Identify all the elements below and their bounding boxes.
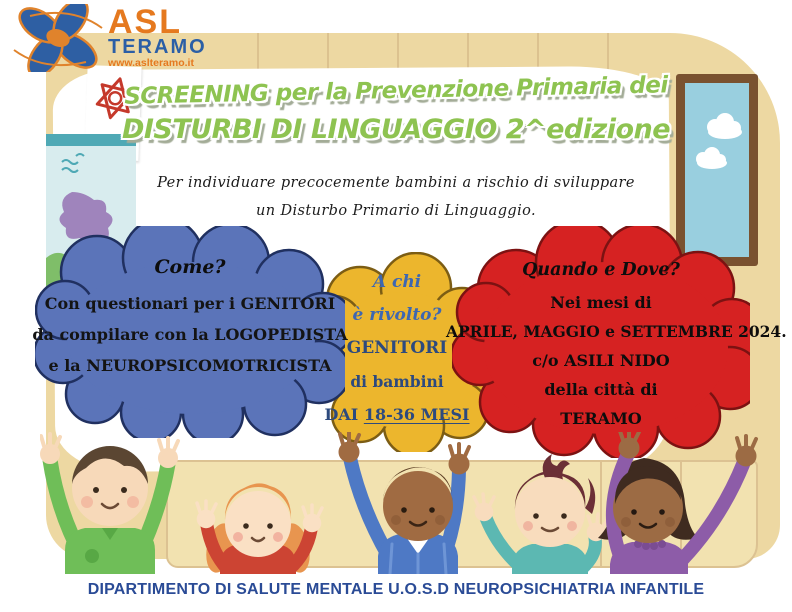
poster-title-line1: SCREENING per la Prevenzione Primaria dei [124, 72, 668, 110]
cloud-body-line: e la NEUROPSICOMOTRICISTA [48, 356, 332, 375]
child-red-girl [197, 483, 322, 574]
child-green-boy [41, 434, 178, 574]
child-blue-boy [340, 432, 469, 574]
cloud-body-line: TERAMO [560, 409, 642, 428]
logo-acronym: ASL [108, 3, 182, 41]
children-illustration [40, 432, 762, 574]
cloud-body-line: Con questionari per i GENITORI [44, 294, 336, 313]
cloud-question-line: è rivolto? [352, 305, 442, 325]
child-purple-girl [598, 432, 756, 574]
cloud-question: Quando e Dove? [522, 260, 680, 280]
footer-department: DIPARTIMENTO DI SALUTE MENTALE U.O.S.D NEUROPSICHIATRIA INFANTILE [87, 581, 705, 598]
age-range-prefix: DAI [324, 405, 364, 424]
cloud-body-line: Nei mesi di [550, 293, 652, 312]
logo-website: www.aslteramo.it [108, 57, 194, 69]
poster-subtitle-line1: Per individuare precocemente bambini a rischio di sviluppare [157, 175, 635, 191]
cloud-question: Come? [154, 256, 226, 278]
poster-subtitle-line2: un Disturbo Primario di Linguaggio. [255, 203, 537, 219]
cloud-quando [446, 226, 787, 458]
cloud-body-line: c/o ASILI NIDO [532, 351, 670, 370]
cloud-body-line: di bambini [350, 372, 444, 391]
cloud-question-line: A chi [372, 272, 422, 292]
cloud-body-line: APRILE, MAGGIO e SETTEMBRE 2024. [446, 322, 787, 341]
children-art [40, 432, 762, 574]
cloud-body-line: della città di [544, 380, 658, 399]
cloud-body-line: da compilare con la LOGOPEDISTA [32, 325, 348, 344]
poster-title-line2: DISTURBI DI LINGUAGGIO 2^edizione [121, 114, 671, 145]
asl-teramo-logo [10, 4, 207, 72]
cloud-body-line: GENITORI [346, 338, 448, 358]
logo-city: TERAMO [108, 36, 207, 58]
age-range-underlined: 18-36 MESI [363, 405, 470, 424]
cloud-come [32, 226, 348, 438]
child-teal-boy [474, 454, 608, 574]
pinwheel-logo-icon [10, 4, 106, 72]
